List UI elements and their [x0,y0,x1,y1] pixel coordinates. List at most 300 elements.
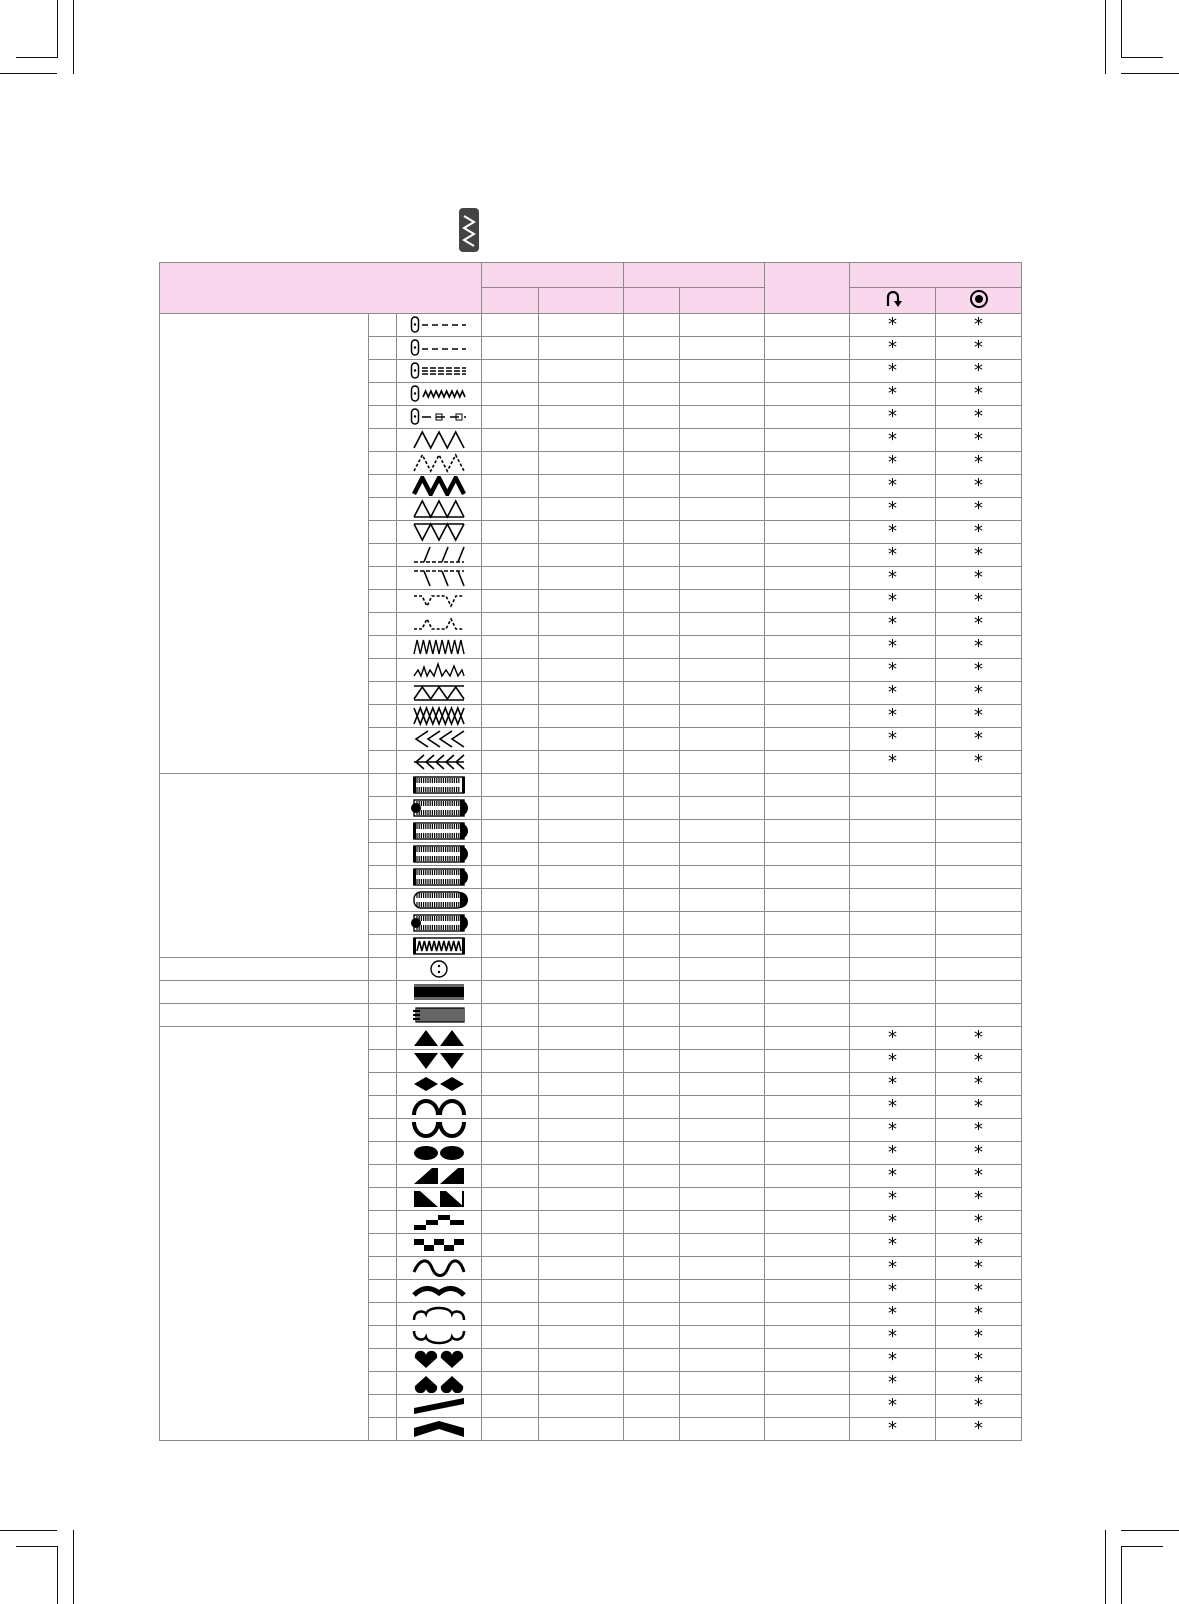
reinforce-cell: * [936,498,1022,521]
reverse-cell [850,958,936,981]
reverse-cell: * [850,1188,936,1211]
reverse-cell: * [850,314,936,337]
chevron-band-icon [410,1419,468,1439]
stitch-number-cell [369,1027,397,1050]
presser-foot-cell [765,866,850,889]
reverse-cell: * [850,1142,936,1165]
stitch-number-cell [369,797,397,820]
reinforce-cell [936,843,1022,866]
length-auto-cell [624,1188,680,1211]
darning-icon [410,1005,468,1025]
length-auto-cell [624,843,680,866]
overcast-stitch-icon [410,637,468,657]
length-auto-cell [624,774,680,797]
stitch-pattern-cell [397,1372,482,1395]
stitch-pattern-cell [397,406,482,429]
stitch-number-cell [369,1234,397,1257]
reinforce-cell: * [936,1257,1022,1280]
length-auto-cell [624,728,680,751]
zigzag-bands-icon [410,1396,468,1416]
reverse-cell: * [850,1119,936,1142]
straight-stitch-left-icon [410,315,468,335]
reinforce-cell: * [936,1211,1022,1234]
width-auto-cell [482,1303,539,1326]
stitch-pattern-cell [397,889,482,912]
width-manual-cell [539,1372,624,1395]
reverse-cell: * [850,1073,936,1096]
presser-foot-cell [765,889,850,912]
reinforce-cell: * [936,1142,1022,1165]
stitch-number-cell [369,751,397,774]
reinforce-cell [936,889,1022,912]
stitch-pattern-cell [397,1188,482,1211]
width-manual-cell [539,1096,624,1119]
presser-foot-cell [765,1257,850,1280]
reverse-cell: * [850,682,936,705]
width-manual-cell [539,636,624,659]
width-manual-cell [539,1303,624,1326]
width-auto-cell [482,1073,539,1096]
header-presser-foot [765,263,850,314]
presser-foot-cell [765,337,850,360]
stitch-pattern-cell [397,498,482,521]
stitch-pattern-cell [397,475,482,498]
ovals-icon [410,1143,468,1163]
length-manual-cell [680,1418,765,1441]
crop-mark-br-h [1121,1530,1179,1531]
reverse-cell: * [850,1349,936,1372]
stem-stitch-icon [410,384,468,404]
length-auto-cell [624,567,680,590]
length-auto-cell [624,1211,680,1234]
reverse-cell: * [850,360,936,383]
stitch-number-cell [369,774,397,797]
stitch-pattern-cell [397,636,482,659]
width-auto-cell [482,797,539,820]
group-cell-buttonholes [160,774,369,958]
length-manual-cell [680,728,765,751]
length-manual-cell [680,958,765,981]
reverse-cell [850,774,936,797]
length-auto-cell [624,705,680,728]
clubs-icon [410,1373,468,1393]
stitch-pattern-cell [397,1280,482,1303]
reverse-cell [850,981,936,1004]
reinforce-cell: * [936,1303,1022,1326]
length-auto-cell [624,935,680,958]
length-manual-cell [680,820,765,843]
stitch-number-cell [369,1326,397,1349]
reinforce-cell: * [936,1050,1022,1073]
blind-hem-left-icon [410,568,468,588]
crop-mark-tr-h [1121,73,1179,74]
reinforce-cell: * [936,613,1022,636]
stitch-number-cell [369,1349,397,1372]
reinforce-cell [936,866,1022,889]
width-auto-cell [482,590,539,613]
presser-foot-cell [765,1349,850,1372]
reinforce-cell: * [936,337,1022,360]
scallop-down-icon [410,1120,468,1140]
triangles-up-icon [410,1028,468,1048]
stitch-number-cell [369,866,397,889]
length-auto-cell [624,406,680,429]
presser-foot-cell [765,429,850,452]
crop-mark-br-v2 [1121,1546,1122,1604]
length-manual-cell [680,475,765,498]
width-auto-cell [482,866,539,889]
stitch-pattern-cell [397,1257,482,1280]
width-auto-cell [482,705,539,728]
length-manual-cell [680,1073,765,1096]
length-manual-cell [680,452,765,475]
feather-stitch-icon [410,729,468,749]
reverse-cell [850,797,936,820]
presser-foot-cell [765,613,850,636]
presser-foot-cell [765,751,850,774]
reverse-cell: * [850,1395,936,1418]
length-auto-cell [624,360,680,383]
width-manual-cell [539,613,624,636]
reinforce-cell [936,958,1022,981]
stitch-number-cell [369,1073,397,1096]
stitch-pattern-cell [397,935,482,958]
stitch-number-cell [369,1303,397,1326]
presser-foot-cell [765,659,850,682]
presser-foot-cell [765,682,850,705]
reinforce-cell: * [936,406,1022,429]
length-manual-cell [680,1165,765,1188]
width-manual-cell [539,1050,624,1073]
width-manual-cell [539,820,624,843]
width-auto-cell [482,1280,539,1303]
stitch-pattern-cell [397,958,482,981]
length-manual-cell [680,843,765,866]
reinforce-cell: * [936,1119,1022,1142]
presser-foot-cell [765,521,850,544]
stitch-number-cell [369,360,397,383]
reinforce-cell: * [936,1372,1022,1395]
width-manual-cell [539,383,624,406]
length-auto-cell [624,1073,680,1096]
cross-stitch-icon [410,706,468,726]
stitch-pattern-cell [397,912,482,935]
presser-foot-cell [765,636,850,659]
width-manual-cell [539,705,624,728]
stitch-pattern-cell [397,728,482,751]
width-manual-cell [539,797,624,820]
length-manual-cell [680,751,765,774]
reverse-cell: * [850,1257,936,1280]
crop-mark-tl-h [0,73,57,74]
reverse-cell: * [850,1280,936,1303]
width-manual-cell [539,498,624,521]
stitch-number-cell [369,912,397,935]
width-manual-cell [539,1395,624,1418]
width-manual-cell [539,521,624,544]
stitch-number-cell [369,636,397,659]
stitch-number-cell [369,452,397,475]
buttonhole-keyhole-icon [410,844,468,864]
length-manual-cell [680,1096,765,1119]
length-auto-cell [624,1418,680,1441]
length-auto-cell [624,981,680,1004]
zigzag-stitch-mode-icon [459,208,479,252]
table-row [160,1027,1022,1050]
reverse-cell: * [850,429,936,452]
crop-mark-tl-v [73,0,74,74]
width-auto-cell [482,521,539,544]
stitch-pattern-cell [397,383,482,406]
width-manual-cell [539,452,624,475]
length-manual-cell [680,682,765,705]
width-manual-cell [539,958,624,981]
length-auto-cell [624,866,680,889]
reinforce-cell [936,774,1022,797]
overcast-stitch-2-icon [410,660,468,680]
stitch-pattern-cell [397,1349,482,1372]
presser-foot-cell [765,981,850,1004]
reverse-cell: * [850,383,936,406]
width-manual-cell [539,337,624,360]
table-row [160,314,1022,337]
stitch-number-cell [369,383,397,406]
width-manual-cell [539,1165,624,1188]
reinforce-cell: * [936,567,1022,590]
reverse-cell: * [850,1027,936,1050]
stitch-number-cell [369,1119,397,1142]
length-manual-cell [680,1188,765,1211]
reinforce-cell: * [936,659,1022,682]
header-length-auto [624,288,680,314]
presser-foot-cell [765,1234,850,1257]
stitch-pattern-cell [397,1027,482,1050]
stitch-number-cell [369,1165,397,1188]
reverse-cell: * [850,728,936,751]
width-manual-cell [539,935,624,958]
length-manual-cell [680,613,765,636]
reverse-cell [850,889,936,912]
width-auto-cell [482,958,539,981]
width-auto-cell [482,1142,539,1165]
presser-foot-cell [765,567,850,590]
reinforce-cell: * [936,728,1022,751]
button-sewing-icon [410,959,468,979]
stitch-pattern-cell [397,1004,482,1027]
stitch-number-cell [369,1418,397,1441]
length-auto-cell [624,889,680,912]
stitch-number-cell [369,1372,397,1395]
table-row [160,774,1022,797]
zigzag-bottom-bar-icon [410,522,468,542]
buttonhole-rounded-right-icon [410,821,468,841]
length-auto-cell [624,636,680,659]
presser-foot-cell [765,797,850,820]
reinforce-cell: * [936,360,1022,383]
double-overlock-icon [410,683,468,703]
stitch-pattern-cell [397,1119,482,1142]
presser-foot-cell [765,728,850,751]
width-auto-cell [482,728,539,751]
length-manual-cell [680,1004,765,1027]
length-auto-cell [624,314,680,337]
presser-foot-cell [765,1372,850,1395]
buttonhole-tapered-icon [410,913,468,933]
checker-icon [410,1235,468,1255]
width-manual-cell [539,1073,624,1096]
reinforce-cell [936,1004,1022,1027]
triple-straight-stitch-icon [410,361,468,381]
width-manual-cell [539,429,624,452]
header-reinforce [936,288,1022,314]
width-manual-cell [539,567,624,590]
reinforce-cell: * [936,475,1022,498]
reverse-cell: * [850,705,936,728]
presser-foot-cell [765,1188,850,1211]
reverse-cell: * [850,544,936,567]
width-manual-cell [539,866,624,889]
reverse-cell: * [850,590,936,613]
length-manual-cell [680,498,765,521]
reinforce-cell: * [936,1418,1022,1441]
length-auto-cell [624,1303,680,1326]
width-manual-cell [539,774,624,797]
length-auto-cell [624,1096,680,1119]
width-manual-cell [539,981,624,1004]
reverse-stitch-icon [882,288,904,310]
width-auto-cell [482,337,539,360]
reinforce-cell [936,981,1022,1004]
reinforce-cell [936,935,1022,958]
width-auto-cell [482,429,539,452]
buttonhole-zigzag-icon [410,936,468,956]
reinforce-cell: * [936,429,1022,452]
zigzag-top-bar-icon [410,499,468,519]
length-auto-cell [624,383,680,406]
width-manual-cell [539,590,624,613]
reverse-cell: * [850,475,936,498]
cloud-bottom-icon [410,1327,468,1347]
presser-foot-cell [765,958,850,981]
length-auto-cell [624,1257,680,1280]
width-manual-cell [539,1349,624,1372]
stitch-pattern-cell [397,1165,482,1188]
presser-foot-cell [765,590,850,613]
elastic-blind-hem-caret-icon [410,614,468,634]
width-manual-cell [539,1188,624,1211]
width-auto-cell [482,636,539,659]
length-manual-cell [680,1280,765,1303]
stitch-pattern-cell [397,521,482,544]
reverse-cell: * [850,1303,936,1326]
basting-stitch-icon [410,407,468,427]
presser-foot-cell [765,843,850,866]
width-auto-cell [482,682,539,705]
wave-icon [410,1258,468,1278]
reinforce-cell: * [936,1326,1022,1349]
reverse-cell: * [850,452,936,475]
reverse-cell: * [850,1165,936,1188]
stitch-pattern-cell [397,866,482,889]
stitch-number-cell [369,958,397,981]
reverse-cell [850,1004,936,1027]
length-auto-cell [624,1027,680,1050]
stitch-pattern-cell [397,659,482,682]
presser-foot-cell [765,1326,850,1349]
reinforce-cell: * [936,682,1022,705]
stitch-pattern-cell [397,682,482,705]
stitch-number-cell [369,337,397,360]
reverse-cell: * [850,1211,936,1234]
stitch-pattern-cell [397,797,482,820]
width-manual-cell [539,843,624,866]
width-auto-cell [482,383,539,406]
reverse-cell: * [850,1096,936,1119]
presser-foot-cell [765,475,850,498]
presser-foot-cell [765,1280,850,1303]
stitch-number-cell [369,1142,397,1165]
width-auto-cell [482,1119,539,1142]
group-cell-darning [160,1004,369,1027]
length-auto-cell [624,797,680,820]
stitch-number-cell [369,1280,397,1303]
width-manual-cell [539,1234,624,1257]
length-auto-cell [624,498,680,521]
table-row [160,958,1022,981]
length-manual-cell [680,1303,765,1326]
length-auto-cell [624,544,680,567]
scallop-up-icon [410,1097,468,1117]
width-manual-cell [539,314,624,337]
reinforce-cell: * [936,314,1022,337]
length-manual-cell [680,1119,765,1142]
reinforce-cell: * [936,1096,1022,1119]
crop-mark-tl-h2 [16,57,58,58]
width-auto-cell [482,820,539,843]
width-manual-cell [539,1211,624,1234]
length-auto-cell [624,1050,680,1073]
presser-foot-cell [765,1004,850,1027]
width-auto-cell [482,544,539,567]
length-manual-cell [680,636,765,659]
width-auto-cell [482,1326,539,1349]
width-auto-cell [482,774,539,797]
length-auto-cell [624,682,680,705]
stitch-number-cell [369,843,397,866]
length-manual-cell [680,429,765,452]
width-auto-cell [482,1027,539,1050]
stitch-settings-table [159,262,1022,1441]
length-manual-cell [680,1326,765,1349]
length-manual-cell [680,337,765,360]
stitch-number-cell [369,659,397,682]
stitch-pattern-cell [397,1050,482,1073]
stitch-number-cell [369,429,397,452]
stitch-pattern-cell [397,544,482,567]
reverse-cell: * [850,1372,936,1395]
stitch-pattern-cell [397,590,482,613]
reverse-cell [850,843,936,866]
presser-foot-cell [765,452,850,475]
stitch-number-cell [369,1211,397,1234]
width-manual-cell [539,544,624,567]
reinforce-cell [936,797,1022,820]
length-manual-cell [680,797,765,820]
presser-foot-cell [765,314,850,337]
width-auto-cell [482,567,539,590]
reinforce-cell: * [936,705,1022,728]
length-manual-cell [680,774,765,797]
